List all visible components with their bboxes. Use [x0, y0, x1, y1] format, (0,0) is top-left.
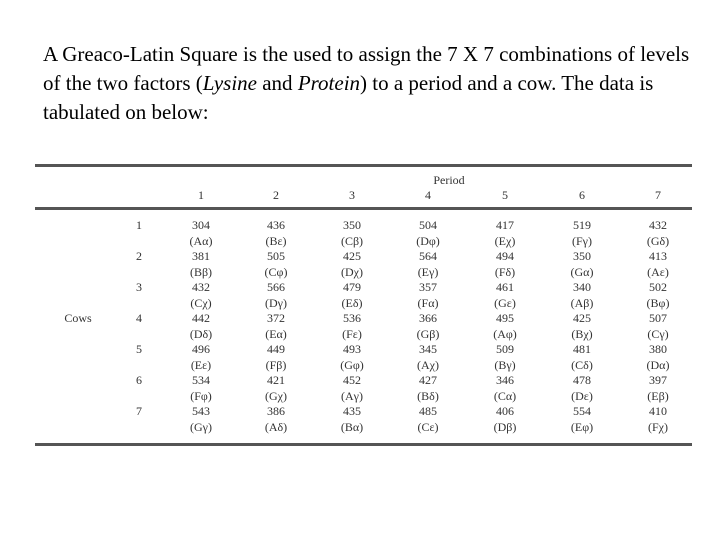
table-cell-treatment: (Aγ) [341, 389, 363, 403]
table-cell-treatment: (Fα) [417, 296, 439, 310]
intro-text-start: A Greaco-Latin Square is the used to assign the 7 X 7 combinations of levels of the two factors ( [43, 42, 690, 95]
table-cell-value: 397 [649, 373, 667, 387]
table-cell-treatment: (Gγ) [190, 420, 212, 434]
table-cell-value: 406 [496, 404, 514, 418]
period-col-header: 3 [349, 188, 355, 202]
greco-latin-square-table [35, 160, 692, 450]
table-cell-treatment: (Cχ) [190, 296, 212, 310]
table-cell-treatment: (Bχ) [571, 327, 593, 341]
table-cell-treatment: (Eβ) [647, 389, 669, 403]
table-cell-value: 505 [267, 249, 285, 263]
table-cell-treatment: (Eφ) [570, 420, 594, 434]
table-cell-value: 432 [649, 218, 667, 232]
table-cell-value: 425 [343, 249, 361, 263]
table-cell-treatment: (Aφ) [493, 327, 517, 341]
table-cell-value: 381 [192, 249, 210, 263]
table-cell-value: 386 [267, 404, 285, 418]
table-cell-value: 366 [419, 311, 437, 325]
table-cell-treatment: (Aχ) [417, 358, 439, 372]
cow-row-header: 7 [136, 404, 142, 418]
period-col-header: 7 [655, 188, 661, 202]
table-cell-treatment: (Eχ) [494, 234, 516, 248]
table-cell-treatment: (Cφ) [264, 265, 288, 279]
table-cell-treatment: (Dχ) [341, 265, 363, 279]
period-header: Period [433, 173, 465, 187]
table-cell-value: 495 [496, 311, 514, 325]
table-cell-value: 519 [573, 218, 591, 232]
table-cell-value: 345 [419, 342, 437, 356]
period-col-header: 2 [273, 188, 279, 202]
table-cell-treatment: (Fχ) [648, 420, 668, 434]
period-col-header: 5 [502, 188, 508, 202]
table-cell-treatment: (Fφ) [190, 389, 212, 403]
table-cell-value: 504 [419, 218, 437, 232]
table-cell-value: 357 [419, 280, 437, 294]
table-cell-value: 425 [573, 311, 591, 325]
table-cell-treatment: (Cα) [493, 389, 517, 403]
table-cell-value: 543 [192, 404, 210, 418]
period-col-header: 6 [579, 188, 585, 202]
table-cell-value: 479 [343, 280, 361, 294]
table-header-rule [35, 207, 692, 210]
table-cell-treatment: (Eδ) [341, 296, 363, 310]
table-cell-treatment: (Dα) [646, 358, 670, 372]
table-cell-value: 372 [267, 311, 285, 325]
cow-row-header: 2 [136, 249, 142, 263]
table-cell-value: 304 [192, 218, 210, 232]
table-cell-value: 350 [573, 249, 591, 263]
table-cell-value: 478 [573, 373, 591, 387]
table-cell-value: 481 [573, 342, 591, 356]
table-cell-treatment: (Aδ) [264, 420, 288, 434]
table-cell-treatment: (Eγ) [417, 265, 439, 279]
period-col-header: 1 [198, 188, 204, 202]
period-col-header: 4 [425, 188, 431, 202]
table-cell-treatment: (Bε) [265, 234, 287, 248]
table-cell-value: 413 [649, 249, 667, 263]
cow-row-header: 3 [136, 280, 142, 294]
table-cell-treatment: (Aβ) [570, 296, 594, 310]
table-cell-treatment: (Cδ) [571, 358, 593, 372]
table-cell-treatment: (Bφ) [646, 296, 670, 310]
table-cell-value: 417 [496, 218, 514, 232]
intro-paragraph [43, 40, 693, 127]
table-cell-treatment: (Fγ) [572, 234, 592, 248]
table-cell-treatment: (Dφ) [416, 234, 440, 248]
cow-row-header: 4 [136, 311, 142, 325]
table-cell-treatment: (Cε) [417, 420, 439, 434]
table-cell-value: 442 [192, 311, 210, 325]
table-cell-value: 452 [343, 373, 361, 387]
table-bottom-rule [35, 443, 692, 446]
lysine-term: Lysine [202, 71, 257, 95]
table-cell-value: 554 [573, 404, 591, 418]
table-cell-value: 427 [419, 373, 437, 387]
table-cell-value: 485 [419, 404, 437, 418]
table-cell-value: 496 [192, 342, 210, 356]
table-cell-treatment: (Fβ) [265, 358, 287, 372]
table-cell-treatment: (Bγ) [494, 358, 516, 372]
table-cell-value: 494 [496, 249, 514, 263]
table-cell-treatment: (Eε) [190, 358, 212, 372]
table-cell-treatment: (Aε) [647, 265, 669, 279]
table-cell-value: 509 [496, 342, 514, 356]
table-cell-treatment: (Bδ) [417, 389, 439, 403]
table-cell-treatment: (Dβ) [493, 420, 517, 434]
table-cell-value: 493 [343, 342, 361, 356]
table-cell-treatment: (Cγ) [647, 327, 669, 341]
protein-term: Protein [297, 71, 361, 95]
table-cell-treatment: (Cβ) [340, 234, 364, 248]
table-cell-value: 507 [649, 311, 667, 325]
intro-text-end: ) to a period and a cow. The data is tabulated on below: [43, 71, 654, 124]
table-cell-treatment: (Gβ) [416, 327, 440, 341]
table-cell-value: 449 [267, 342, 285, 356]
table-cell-treatment: (Gφ) [340, 358, 364, 372]
table-cell-treatment: (Gα) [570, 265, 594, 279]
table-cell-value: 350 [343, 218, 361, 232]
table-cell-treatment: (Dγ) [265, 296, 287, 310]
cow-row-header: 5 [136, 342, 142, 356]
table-cell-value: 421 [267, 373, 285, 387]
table-cell-value: 564 [419, 249, 437, 263]
table-cell-value: 534 [192, 373, 210, 387]
table-cell-treatment: (Gχ) [265, 389, 287, 403]
table-cell-value: 346 [496, 373, 514, 387]
cows-row-label: Cows [64, 311, 92, 325]
cow-row-header: 1 [136, 218, 142, 232]
table-cell-treatment: (Dδ) [189, 327, 213, 341]
table-cell-value: 502 [649, 280, 667, 294]
table-cell-value: 410 [649, 404, 667, 418]
table-cell-value: 536 [343, 311, 361, 325]
table-cell-value: 432 [192, 280, 210, 294]
cow-row-header: 6 [136, 373, 142, 387]
table-cell-treatment: (Gδ) [646, 234, 670, 248]
table-cell-treatment: (Fε) [342, 327, 362, 341]
table-cell-treatment: (Gε) [494, 296, 516, 310]
table-cell-value: 380 [649, 342, 667, 356]
table-cell-value: 435 [343, 404, 361, 418]
table-top-rule [35, 164, 692, 167]
table-cell-value: 461 [496, 280, 514, 294]
table-cell-value: 436 [267, 218, 285, 232]
table-cell-treatment: (Bα) [340, 420, 364, 434]
table-cell-treatment: (Aα) [189, 234, 213, 248]
table-cell-treatment: (Fδ) [494, 265, 516, 279]
table-cell-treatment: (Eα) [265, 327, 287, 341]
table-cell-treatment: (Bβ) [189, 265, 213, 279]
intro-text-and: and [256, 71, 298, 95]
table-cell-value: 340 [573, 280, 591, 294]
table-cell-value: 566 [267, 280, 285, 294]
table-cell-treatment: (Dε) [571, 389, 593, 403]
